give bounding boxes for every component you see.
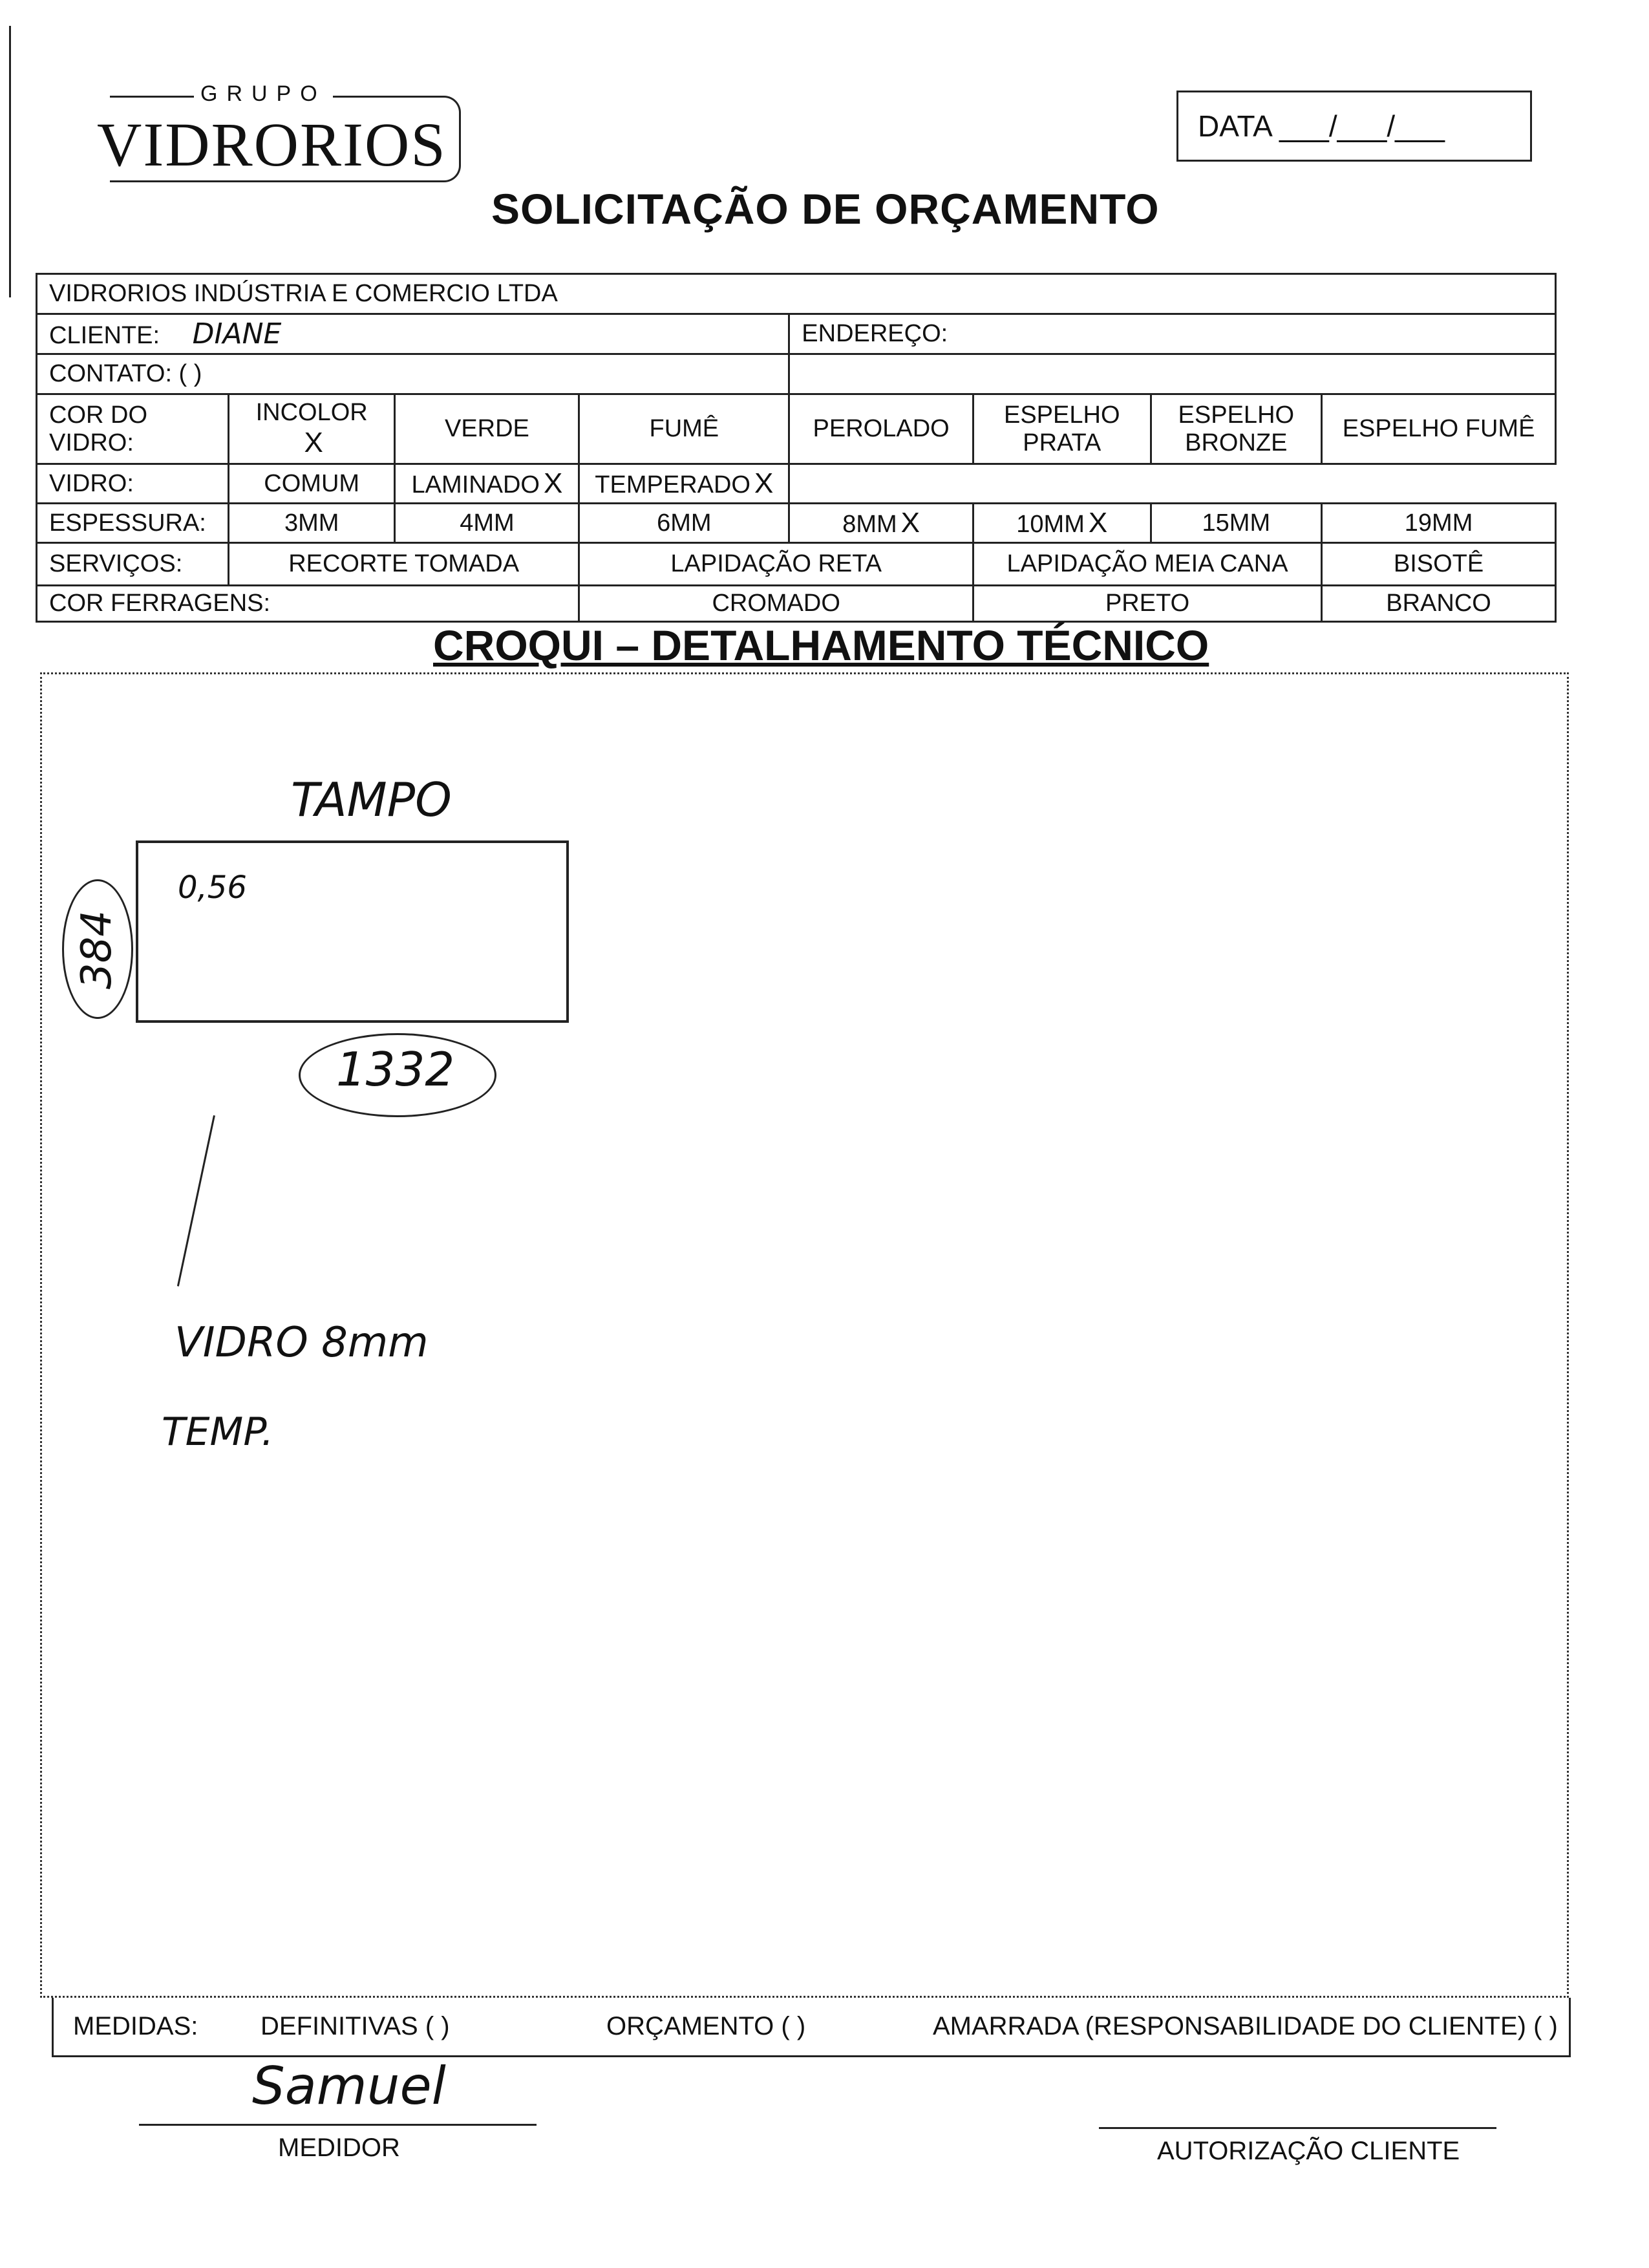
page-title: SOLICITAÇÃO DE ORÇAMENTO (491, 185, 1160, 233)
option-verde[interactable]: VERDE (395, 394, 579, 464)
option-15mm[interactable]: 15MM (1151, 504, 1322, 543)
option-preto[interactable]: PRETO (973, 586, 1321, 622)
measurer-signature-line (139, 2124, 537, 2126)
client-field[interactable] (37, 314, 789, 354)
option-temperado[interactable] (579, 464, 789, 504)
option-lapidacao-reta[interactable]: LAPIDAÇÃO RETA (579, 543, 973, 586)
glass-type-label: VIDRO: (37, 464, 229, 504)
option-label: 10MM (1016, 511, 1085, 538)
glass-color-label: COR DO VIDRO: (37, 394, 229, 464)
empty-cell (789, 464, 1556, 504)
option-label: 8MM (842, 511, 897, 538)
croqui-title: CROQUI – DETALHAMENTO TÉCNICO (433, 621, 1209, 669)
client-signature-line[interactable] (1099, 2127, 1496, 2129)
option-4mm[interactable]: 4MM (395, 504, 579, 543)
sketch-label: TAMPO (291, 773, 452, 827)
measures-definitive[interactable]: DEFINITIVAS ( ) (261, 2012, 450, 2040)
check-mark: X (754, 467, 774, 499)
address-field[interactable] (789, 314, 1556, 354)
option-10mm[interactable] (973, 504, 1151, 543)
client-label: CLIENTE: (49, 322, 160, 349)
check-mark: X (543, 467, 563, 499)
option-espelho-prata[interactable]: ESPELHO PRATA (973, 394, 1151, 464)
option-cromado[interactable]: CROMADO (579, 586, 973, 622)
measurer-label: MEDIDOR (278, 2134, 400, 2162)
sketch-note-line2: TEMP. (162, 1409, 274, 1455)
logo-grupo-text: GRUPO (194, 81, 333, 107)
option-fume[interactable]: FUMÊ (579, 394, 789, 464)
measures-row (52, 1998, 1571, 2057)
option-branco[interactable]: BRANCO (1322, 586, 1556, 622)
address-continuation[interactable] (789, 354, 1556, 394)
option-espelho-fume[interactable]: ESPELHO FUMÊ (1322, 394, 1556, 464)
option-label: LAMINADO (411, 471, 540, 498)
option-lapidacao-meia-cana[interactable]: LAPIDAÇÃO MEIA CANA (973, 543, 1321, 586)
check-mark: X (304, 427, 323, 458)
option-label: INCOLOR (255, 399, 368, 426)
contact-field[interactable] (37, 354, 789, 394)
option-espelho-bronze[interactable]: ESPELHO BRONZE (1151, 394, 1322, 464)
sketch-rectangle (136, 840, 569, 1023)
sketch-inner-value: 0,56 (178, 870, 247, 906)
sketch-height: 384 (73, 910, 121, 990)
option-recorte-tomada[interactable]: RECORTE TOMADA (228, 543, 579, 586)
option-19mm[interactable]: 19MM (1322, 504, 1556, 543)
check-mark: X (1088, 507, 1108, 539)
measurer-signature: Samuel (252, 2056, 446, 2116)
option-comum[interactable]: COMUM (228, 464, 395, 504)
contact-label: CONTATO: ( ) (49, 360, 202, 387)
measures-quote[interactable]: ORÇAMENTO ( ) (606, 2012, 806, 2040)
option-incolor[interactable] (228, 394, 395, 464)
option-6mm[interactable]: 6MM (579, 504, 789, 543)
option-8mm[interactable] (789, 504, 973, 543)
client-value: DIANE (192, 317, 282, 350)
check-mark: X (900, 507, 920, 539)
sketch-note-line1: VIDRO 8mm (175, 1319, 429, 1367)
option-label: TEMPERADO (595, 471, 750, 498)
option-laminado[interactable] (395, 464, 579, 504)
scan-edge (9, 26, 11, 297)
company-name: VIDRORIOS INDÚSTRIA E COMERCIO LTDA (37, 274, 1556, 314)
option-perolado[interactable]: PEROLADO (789, 394, 973, 464)
option-bisote[interactable]: BISOTÊ (1322, 543, 1556, 586)
services-label: SERVIÇOS: (37, 543, 229, 586)
sketch-width: 1332 (336, 1042, 455, 1097)
logo-wordmark: VIDRORIOS (97, 110, 447, 179)
address-label: ENDEREÇO: (802, 320, 948, 347)
measures-tied[interactable]: AMARRADA (RESPONSABILIDADE DO CLIENTE) ( ) (933, 2012, 1558, 2040)
client-authorization-label: AUTORIZAÇÃO CLIENTE (1157, 2137, 1460, 2165)
date-field[interactable]: DATA ___/___/___ (1176, 91, 1532, 162)
option-3mm[interactable]: 3MM (228, 504, 395, 543)
hardware-color-label: COR FERRAGENS: (37, 586, 579, 622)
measures-label: MEDIDAS: (73, 2012, 198, 2040)
order-form-table (36, 273, 1557, 623)
thickness-label: ESPESSURA: (37, 504, 229, 543)
